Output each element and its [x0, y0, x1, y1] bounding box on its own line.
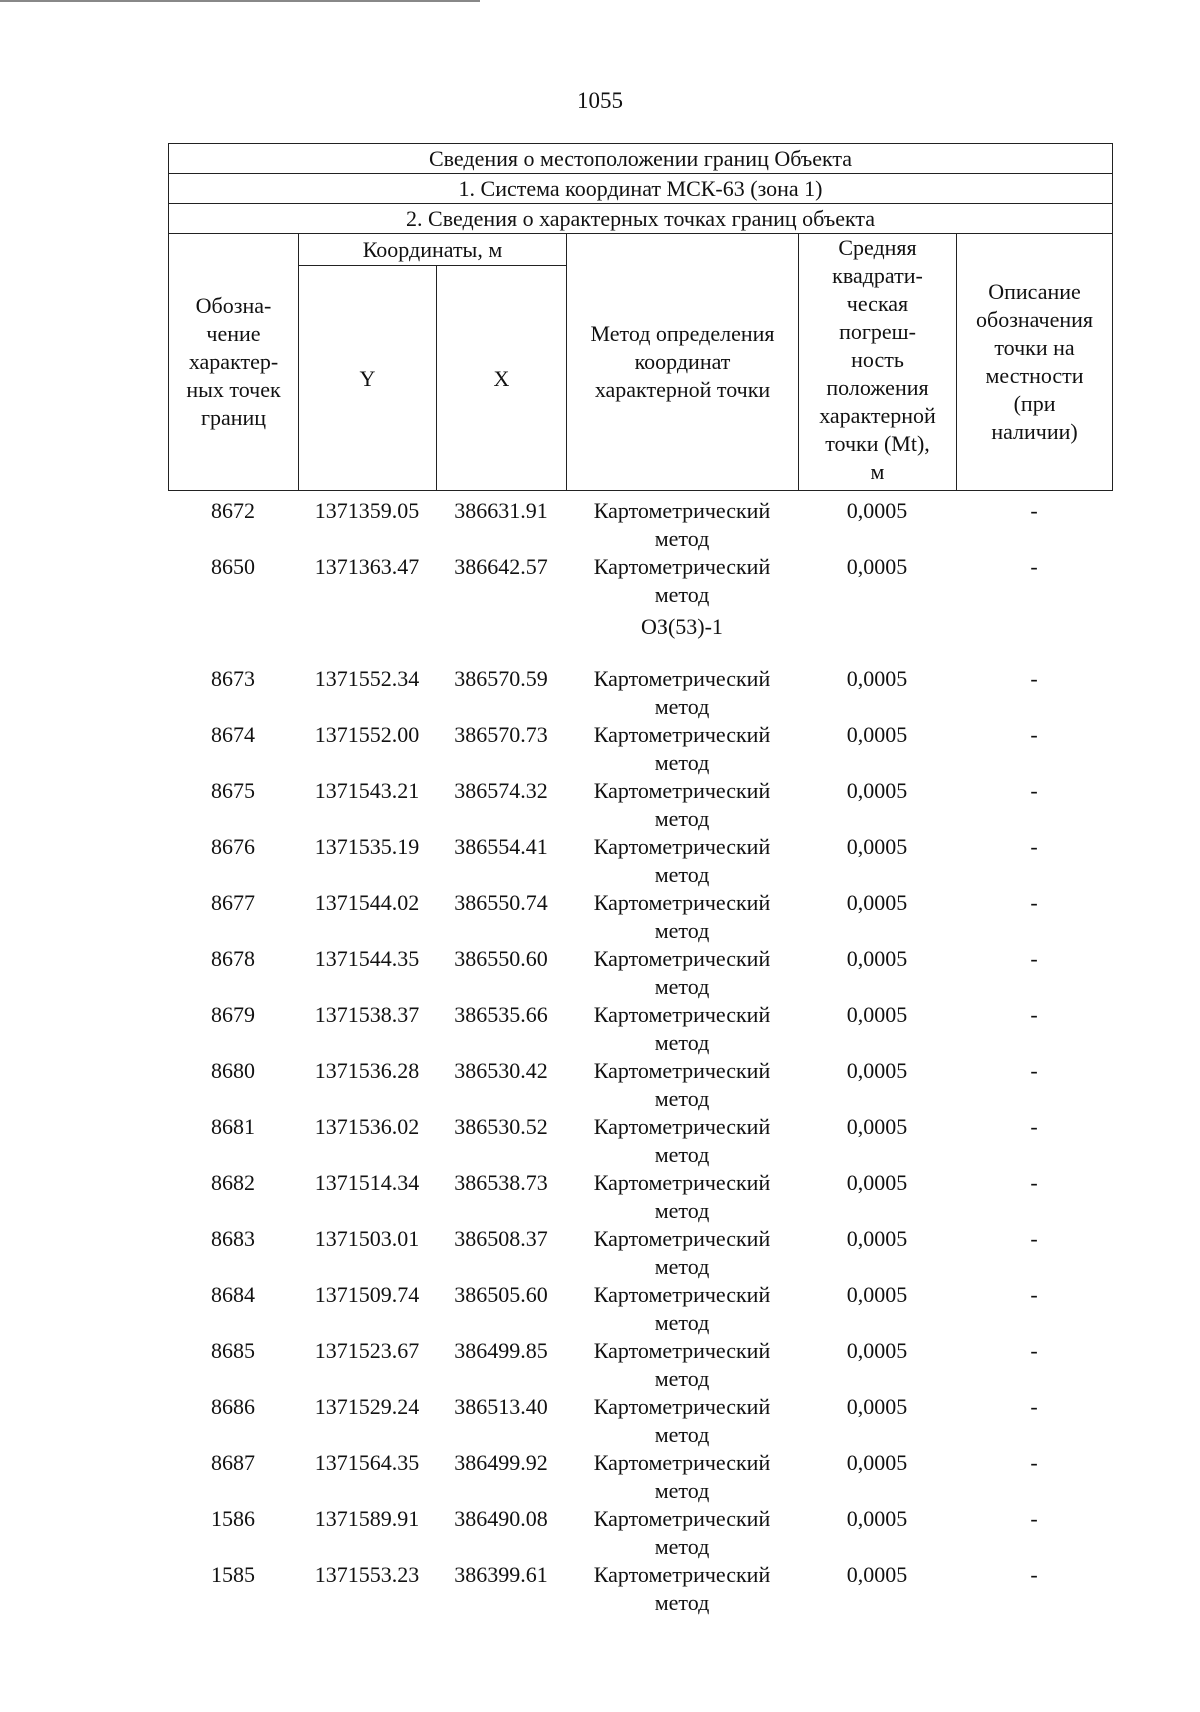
- table-row: [168, 1393, 1112, 1449]
- method-value: [566, 833, 798, 889]
- method-value: [566, 1505, 798, 1561]
- accuracy-value: 0,0005: [846, 1282, 908, 1307]
- description-value: -: [1030, 1282, 1038, 1307]
- coord-x: 386505.60: [454, 1282, 548, 1307]
- accuracy-value: 0,0005: [846, 1226, 908, 1251]
- coord-x: 386570.59: [454, 666, 548, 691]
- accuracy-value: 0,0005: [846, 498, 908, 523]
- points-list: [168, 497, 1112, 1617]
- method-value: [566, 889, 798, 945]
- method-line-1: Картометрический: [593, 1114, 771, 1139]
- coord-y: 1371529.24: [314, 1394, 420, 1419]
- point-number: 8681: [211, 1114, 255, 1139]
- coord-y: 1371363.47: [314, 554, 420, 579]
- method-line-1: Картометрический: [593, 1170, 771, 1195]
- coord-y: 1371553.23: [314, 1562, 420, 1587]
- page-number: 1055: [577, 88, 623, 113]
- method-line-1: Картометрический: [593, 834, 771, 859]
- coord-y: 1371552.34: [314, 666, 420, 691]
- coord-x: 386490.08: [454, 1506, 548, 1531]
- col-coords-header: Координаты, м: [299, 234, 567, 266]
- table-row: [168, 1001, 1112, 1057]
- method-line-1: Картометрический: [593, 1058, 771, 1083]
- method-value: [566, 777, 798, 833]
- method-line-2: метод: [654, 1030, 710, 1055]
- coord-y: 1371509.74: [314, 1282, 420, 1307]
- coord-y: 1371543.21: [314, 778, 420, 803]
- method-line-2: метод: [654, 1142, 710, 1167]
- method-line-1: Картометрический: [593, 498, 771, 523]
- description-value: -: [1030, 946, 1038, 971]
- method-line-1: Картометрический: [593, 666, 771, 691]
- method-line-1: Картометрический: [593, 1450, 771, 1475]
- coord-y: 1371359.05: [314, 498, 420, 523]
- section-label: ОЗ(53)-1: [641, 614, 723, 639]
- coord-y: 1371536.02: [314, 1114, 420, 1139]
- points-section-title: 2. Сведения о характерных точках границ объекта: [169, 204, 1113, 234]
- header-table: [168, 143, 1113, 491]
- point-number: 8678: [211, 946, 255, 971]
- method-line-1: Картометрический: [593, 1282, 771, 1307]
- col-designation-header: Обозна- чение характер- ных точек границ: [169, 234, 299, 491]
- coord-x: 386513.40: [454, 1394, 548, 1419]
- accuracy-value: 0,0005: [846, 1002, 908, 1027]
- point-number: 1585: [211, 1562, 255, 1587]
- method-line-2: метод: [654, 1590, 710, 1615]
- method-line-1: Картометрический: [593, 1506, 771, 1531]
- method-line-1: Картометрический: [593, 1226, 771, 1251]
- accuracy-value: 0,0005: [846, 946, 908, 971]
- method-line-1: Картометрический: [593, 1394, 771, 1419]
- method-line-2: метод: [654, 582, 710, 607]
- accuracy-value: 0,0005: [846, 1338, 908, 1363]
- coord-x: 386538.73: [454, 1170, 548, 1195]
- col-y-header: Y: [299, 266, 437, 491]
- description-value: -: [1030, 1226, 1038, 1251]
- method-value: [566, 1393, 798, 1449]
- coord-x: 386535.66: [454, 1002, 548, 1027]
- coord-y: 1371503.01: [314, 1226, 420, 1251]
- table-row: [168, 777, 1112, 833]
- method-value: [566, 1281, 798, 1337]
- point-number: 8684: [211, 1282, 255, 1307]
- point-number: 8679: [211, 1002, 255, 1027]
- table-row: [168, 497, 1112, 553]
- description-value: -: [1030, 1338, 1038, 1363]
- method-line-2: метод: [654, 526, 710, 551]
- method-value: [566, 665, 798, 721]
- point-number: 8685: [211, 1338, 255, 1363]
- method-line-2: метод: [654, 806, 710, 831]
- coord-y: 1371514.34: [314, 1170, 420, 1195]
- description-value: -: [1030, 1114, 1038, 1139]
- method-line-2: метод: [654, 1366, 710, 1391]
- method-value: [566, 1561, 798, 1617]
- description-value: -: [1030, 722, 1038, 747]
- table-row: [168, 1169, 1112, 1225]
- coord-y: 1371535.19: [314, 834, 420, 859]
- accuracy-value: 0,0005: [846, 1506, 908, 1531]
- point-number: 8676: [211, 834, 255, 859]
- accuracy-value: 0,0005: [846, 1450, 908, 1475]
- point-number: 8687: [211, 1450, 255, 1475]
- coord-x: 386570.73: [454, 722, 548, 747]
- method-line-2: метод: [654, 1422, 710, 1447]
- coord-x: 386550.74: [454, 890, 548, 915]
- method-line-2: метод: [654, 1478, 710, 1503]
- point-number: 8682: [211, 1170, 255, 1195]
- table-row: [168, 553, 1112, 609]
- method-value: [566, 721, 798, 777]
- method-line-2: метод: [654, 1086, 710, 1111]
- point-number: 8674: [211, 722, 255, 747]
- description-value: -: [1030, 1506, 1038, 1531]
- table-row: [168, 1225, 1112, 1281]
- coordinate-system: 1. Система координат МСК-63 (зона 1): [169, 174, 1113, 204]
- description-value: -: [1030, 834, 1038, 859]
- point-number: 8672: [211, 498, 255, 523]
- method-line-2: метод: [654, 1254, 710, 1279]
- accuracy-value: 0,0005: [846, 1114, 908, 1139]
- method-value: [566, 1225, 798, 1281]
- method-value: [566, 1337, 798, 1393]
- point-number: 1586: [211, 1506, 255, 1531]
- table-row: [168, 721, 1112, 777]
- coord-x: 386631.91: [454, 498, 548, 523]
- coord-x: 386574.32: [454, 778, 548, 803]
- coord-x: 386530.52: [454, 1114, 548, 1139]
- table-row: [168, 1449, 1112, 1505]
- coord-y: 1371552.00: [314, 722, 420, 747]
- accuracy-value: 0,0005: [846, 778, 908, 803]
- description-value: -: [1030, 1002, 1038, 1027]
- point-number: 8683: [211, 1226, 255, 1251]
- coord-x: 386499.92: [454, 1450, 548, 1475]
- coord-x: 386530.42: [454, 1058, 548, 1083]
- description-value: -: [1030, 1562, 1038, 1587]
- method-value: [566, 1057, 798, 1113]
- method-value: [566, 1169, 798, 1225]
- method-value: [566, 553, 798, 609]
- coord-y: 1371523.67: [314, 1338, 420, 1363]
- point-number: 8677: [211, 890, 255, 915]
- method-line-2: метод: [654, 750, 710, 775]
- method-line-2: метод: [654, 862, 710, 887]
- col-accuracy-header: Средняя квадрати- ческая погреш- ность положения характерной точки (Mt), м: [799, 234, 957, 491]
- method-line-2: метод: [654, 974, 710, 999]
- coord-y: 1371564.35: [314, 1450, 420, 1475]
- accuracy-value: 0,0005: [846, 554, 908, 579]
- method-line-2: метод: [654, 918, 710, 943]
- coord-x: 386499.85: [454, 1338, 548, 1363]
- table-row: [168, 1337, 1112, 1393]
- col-description-header: Описание обозначения точки на местности (при наличии): [957, 234, 1113, 491]
- description-value: -: [1030, 1394, 1038, 1419]
- method-line-1: Картометрический: [593, 1562, 771, 1587]
- description-value: -: [1030, 666, 1038, 691]
- point-number: 8686: [211, 1394, 255, 1419]
- method-value: [566, 1449, 798, 1505]
- description-value: -: [1030, 1170, 1038, 1195]
- method-line-1: Картометрический: [593, 1338, 771, 1363]
- accuracy-value: 0,0005: [846, 1562, 908, 1587]
- coord-x: 386508.37: [454, 1226, 548, 1251]
- table-row: [168, 1505, 1112, 1561]
- coord-x: 386399.61: [454, 1562, 548, 1587]
- method-line-1: Картометрический: [593, 890, 771, 915]
- accuracy-value: 0,0005: [846, 722, 908, 747]
- method-line-1: Картометрический: [593, 778, 771, 803]
- point-number: 8650: [211, 554, 255, 579]
- accuracy-value: 0,0005: [846, 666, 908, 691]
- accuracy-value: 0,0005: [846, 890, 908, 915]
- accuracy-value: 0,0005: [846, 834, 908, 859]
- table-row: [168, 889, 1112, 945]
- table-row: [168, 665, 1112, 721]
- table-row: [168, 1113, 1112, 1169]
- method-value: [566, 945, 798, 1001]
- method-value: [566, 497, 798, 553]
- method-line-2: метод: [654, 1534, 710, 1559]
- coord-y: 1371544.02: [314, 890, 420, 915]
- coord-y: 1371538.37: [314, 1002, 420, 1027]
- method-value: [566, 1113, 798, 1169]
- description-value: -: [1030, 554, 1038, 579]
- method-value: [566, 1001, 798, 1057]
- description-value: -: [1030, 1058, 1038, 1083]
- accuracy-value: 0,0005: [846, 1058, 908, 1083]
- method-line-2: метод: [654, 1198, 710, 1223]
- description-value: -: [1030, 778, 1038, 803]
- scan-top-rule: [0, 0, 480, 2]
- coord-x: 386642.57: [454, 554, 548, 579]
- coord-x: 386550.60: [454, 946, 548, 971]
- table-row: [168, 1057, 1112, 1113]
- table-row: [168, 833, 1112, 889]
- col-method-header: Метод определения координат характерной точки: [567, 234, 799, 491]
- method-line-1: Картометрический: [593, 554, 771, 579]
- table-row: [168, 1561, 1112, 1617]
- table-row: [168, 945, 1112, 1001]
- coord-y: 1371544.35: [314, 946, 420, 971]
- coord-x: 386554.41: [454, 834, 548, 859]
- accuracy-value: 0,0005: [846, 1394, 908, 1419]
- point-number: 8680: [211, 1058, 255, 1083]
- method-line-1: Картометрический: [593, 946, 771, 971]
- col-x-header: X: [437, 266, 567, 491]
- description-value: -: [1030, 890, 1038, 915]
- method-line-1: Картометрический: [593, 722, 771, 747]
- accuracy-value: 0,0005: [846, 1170, 908, 1195]
- table-title: Сведения о местоположении границ Объекта: [169, 144, 1113, 174]
- section-label-row: [168, 609, 1112, 665]
- description-value: -: [1030, 1450, 1038, 1475]
- table-row: [168, 1281, 1112, 1337]
- method-line-1: Картометрический: [593, 1002, 771, 1027]
- point-number: 8675: [211, 778, 255, 803]
- coord-y: 1371589.91: [314, 1506, 420, 1531]
- coord-y: 1371536.28: [314, 1058, 420, 1083]
- method-line-2: метод: [654, 1310, 710, 1335]
- description-value: -: [1030, 498, 1038, 523]
- point-number: 8673: [211, 666, 255, 691]
- method-line-2: метод: [654, 694, 710, 719]
